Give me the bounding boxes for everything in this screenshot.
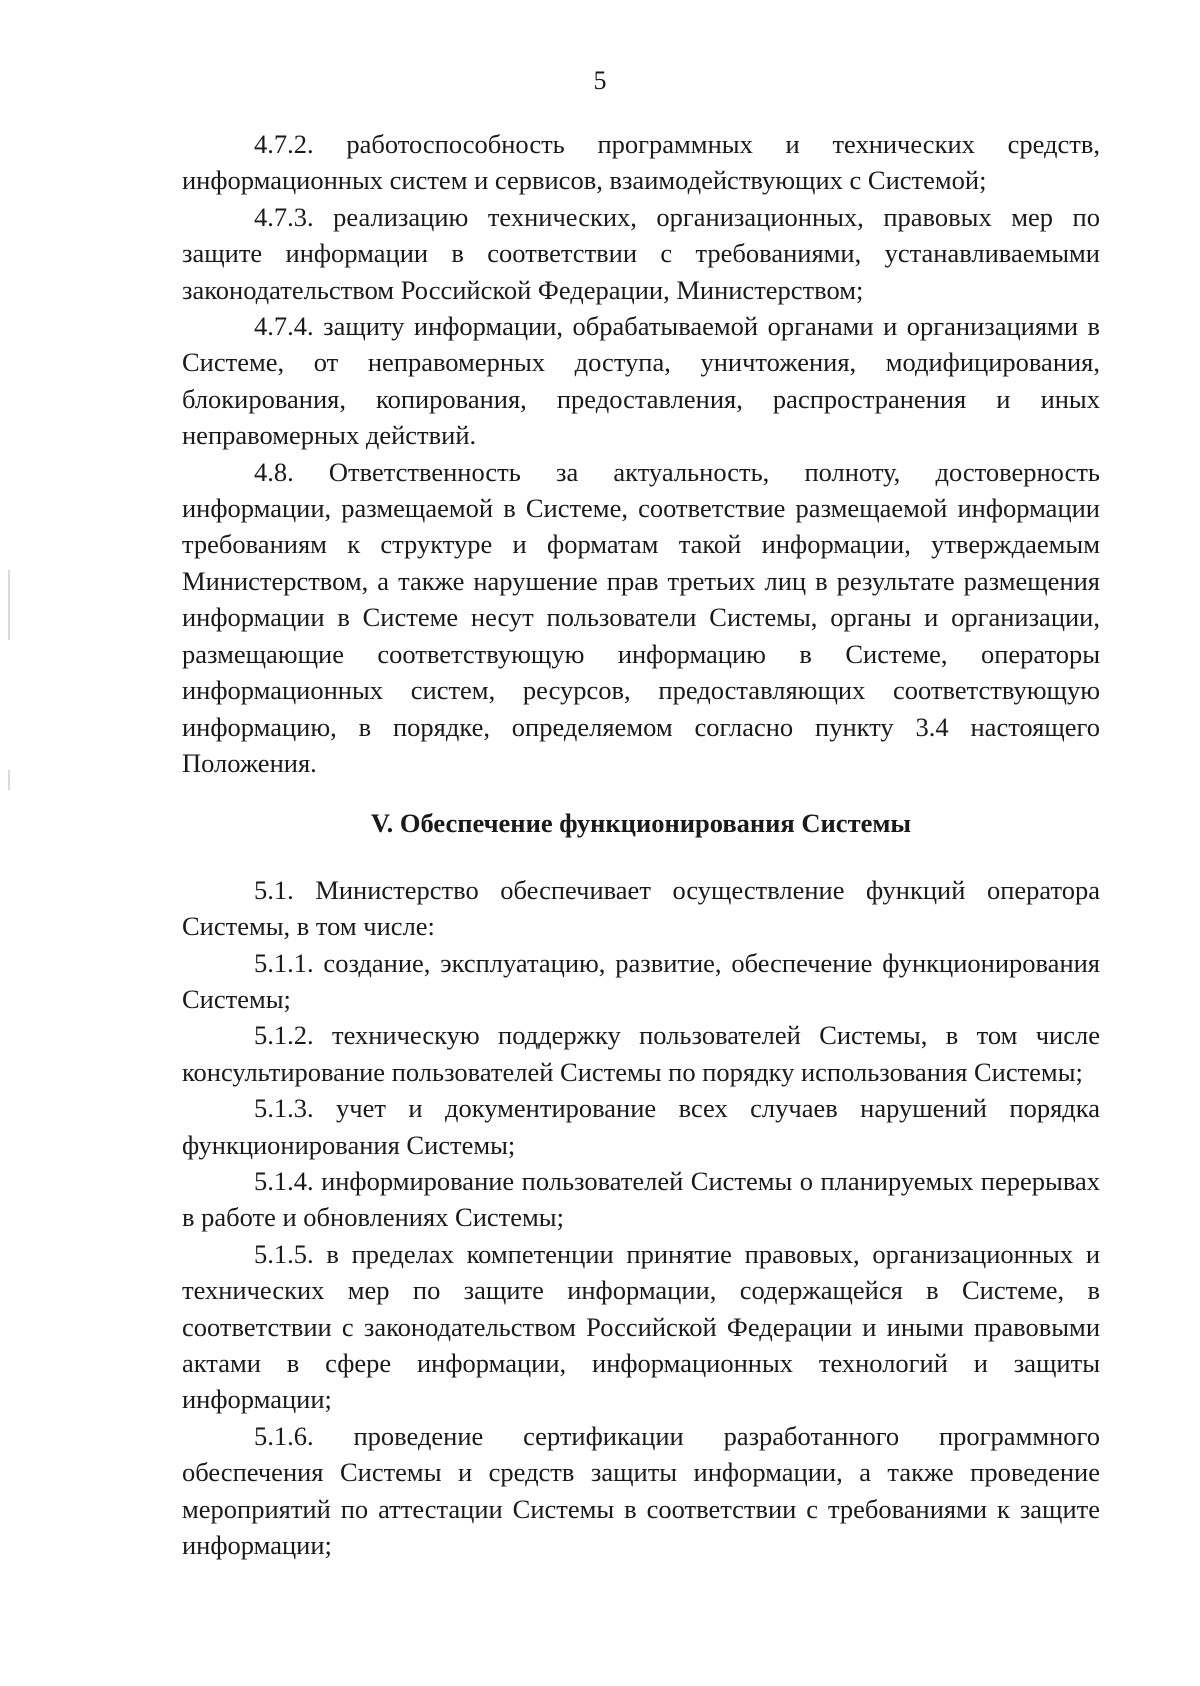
paragraph-5-1-4: 5.1.4. информирование пользователей Системы о планируемых перерывах в работе и обновлениях Системы;: [182, 1165, 1100, 1233]
paragraph-4-7-3: 4.7.3. реализацию технических, организационных, правовых мер по защите информации в соответствии с требованиями, устанавливаемыми законодательством Российской Федерации, Министерством;: [182, 201, 1100, 305]
paragraph-4-8: 4.8. Ответственность за актуальность, полноту, достоверность информации, размещаемой в Системе, соответствие размещаемой информации требованиям к структуре и форматам такой информации, утверждаемым Министерством, а также нарушение прав третьих лиц в результате размещения информации в Системе несут пользователи Системы, органы и организации, размещающие соответствующую информацию в Системе, операторы информационных систем, ресурсов, предоставляющих соответствующую информацию, в порядке, определяемом согласно пункту 3.4 настоящего Положения.: [182, 456, 1100, 778]
paragraph-5-1-3: 5.1.3. учет и документирование всех случаев нарушений порядка функционирования Системы;: [182, 1093, 1100, 1160]
page-number: 5: [593, 66, 607, 95]
scan-edge-mark: [8, 570, 10, 640]
document-body: [182, 126, 1100, 1563]
paragraph-4-7-4: 4.7.4. защиту информации, обрабатываемой органами и организациями в Системе, от неправомерных доступа, уничтожения, модифицирования, блокирования, копирования, предоставления, распространения и иных неправомерных действий.: [182, 311, 1100, 451]
section-heading: V. Обеспечение функционирования Системы: [370, 808, 912, 839]
paragraph-5-1-6: 5.1.6. проведение сертификации разработанного программного обеспечения Системы и средств защиты информации, а также проведение мероприятий по аттестации Системы в соответствии с требованиями к защите информации;: [182, 1420, 1100, 1561]
paragraph-5-1-1: 5.1.1. создание, эксплуатацию, развитие, обеспечение функционирования Системы;: [182, 947, 1100, 1014]
paragraph-4-7-2: 4.7.2. работоспособность программных и технических средств, информационных систем и сервисов, взаимодействующих с Системой;: [182, 129, 1100, 196]
scan-edge-mark: [8, 770, 10, 790]
paragraph-5-1-5: 5.1.5. в пределах компетенции принятие правовых, организационных и технических мер по защите информации, содержащейся в Системе, в соответствии с законодательством Российской Федерации и иными правовыми актами в сфере информации, информационных технологий и защиты информации;: [182, 1238, 1100, 1415]
paragraph-5-1-2: 5.1.2. техническую поддержку пользователей Системы, в том числе консультирование пользователей Системы по порядку использования Системы;: [182, 1020, 1100, 1087]
paragraph-5-1: 5.1. Министерство обеспечивает осуществление функций оператора Системы, в том числе:: [182, 874, 1100, 942]
